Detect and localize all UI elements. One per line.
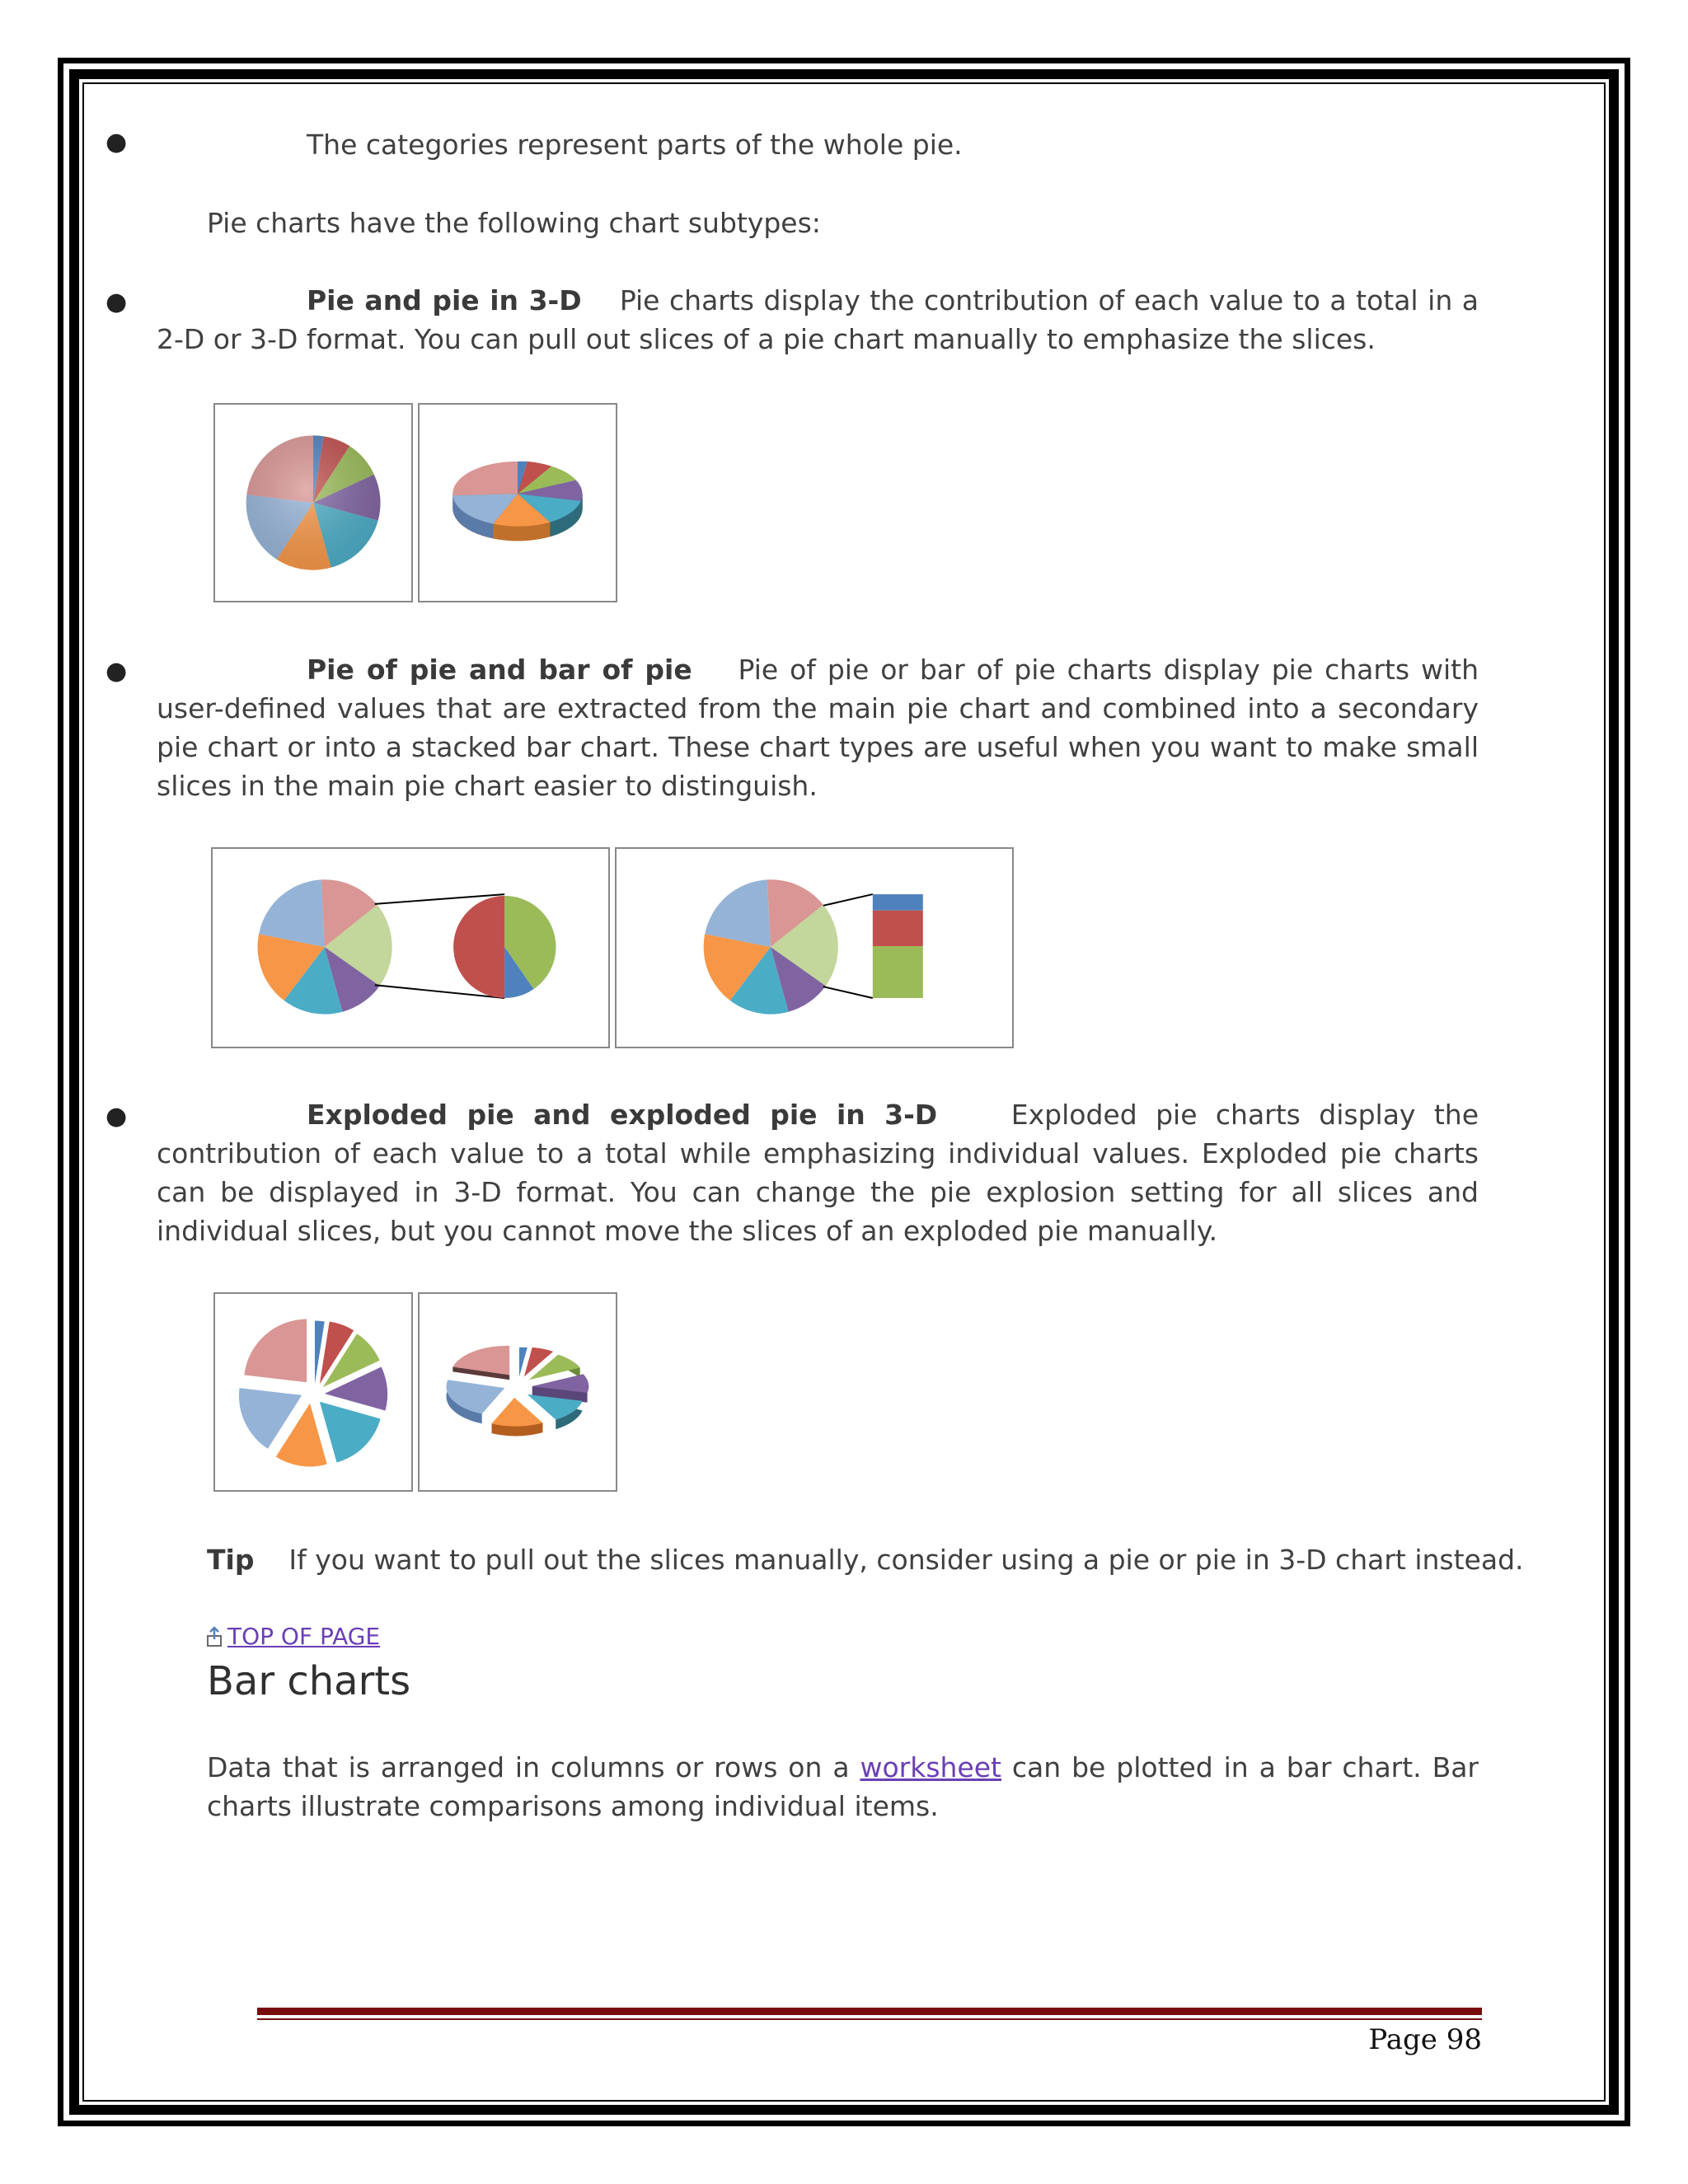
- exploded-pie-chart-graphic: [215, 1294, 411, 1490]
- exploded-pie-chart-thumbnail: [213, 1292, 413, 1492]
- top-of-page-link[interactable]: TOP OF PAGE: [227, 1623, 381, 1650]
- pie-3d-chart-thumbnail: [418, 403, 617, 602]
- top-of-page-row: [206, 1617, 380, 1656]
- pie-of-pie-chart-thumbnail: [211, 847, 610, 1048]
- exploded-pie-3d-chart-thumbnail: [418, 1292, 617, 1492]
- bullet-pie-of-pie-lead: Pie of pie and bar of pie: [307, 654, 692, 686]
- bullet-exploded-pie-lead: Exploded pie and exploded pie in 3-D: [307, 1099, 938, 1131]
- bullet-marker: ●: [106, 288, 128, 316]
- bar-charts-paragraph: [207, 1748, 1479, 1825]
- tip-text: If you want to pull out the slices manually, consider using a pie or pie in 3-D chart instead.: [288, 1544, 1524, 1576]
- exploded-pie-3d-chart-graphic: [420, 1294, 616, 1490]
- bullet-pie-3d: [157, 281, 1479, 359]
- tip-paragraph: [207, 1540, 1524, 1579]
- paragraph-text-end: can be plotted in a bar chart. Bar charts illustrate comparisons among individual items.: [207, 1751, 1479, 1822]
- pie-of-pie-chart-graphic: [213, 849, 608, 1047]
- bullet-exploded-pie-text: Exploded pie charts display the contribution of each value to a total while emphasizing individual values. Exploded pie charts can be displayed in 3-D format. You can change the pie explosion setting for all slices and individual slices, but you cannot move the slices of an exploded pie manually.: [157, 1099, 1479, 1247]
- footer-rule-thick: [257, 2008, 1482, 2015]
- worksheet-link[interactable]: worksheet: [860, 1751, 1001, 1783]
- pie-chart-graphic: [215, 405, 411, 601]
- page-number: Page 98: [1368, 2023, 1482, 2056]
- pie-3d-chart-graphic: [420, 405, 616, 601]
- bullet-pie-of-pie-text: Pie of pie or bar of pie charts display pie charts with user-defined values that are extracted from the main pie chart and combined into a secondary pie chart or into a stacked bar chart. These chart types are useful when you want to make small slices in the main pie chart easier to distinguish.: [157, 654, 1479, 802]
- upload-arrow-icon[interactable]: [206, 1620, 223, 1642]
- bullet-categories-text: The categories represent parts of the whole pie.: [307, 129, 963, 161]
- section-heading: Bar charts: [207, 1658, 411, 1704]
- bullet-marker: ●: [106, 128, 128, 157]
- bullet-exploded-pie: [157, 1095, 1479, 1250]
- bullet-marker: ●: [106, 657, 128, 686]
- bullet-pie-of-pie: [157, 650, 1479, 805]
- bullet-pie-3d-lead: Pie and pie in 3-D: [307, 284, 582, 316]
- bar-of-pie-chart-graphic: [617, 849, 1012, 1047]
- pie-chart-thumbnail: [213, 403, 413, 602]
- bullet-marker: ●: [106, 1102, 128, 1131]
- footer-rule-thin: [257, 2018, 1482, 2020]
- tip-label: Tip: [207, 1544, 255, 1576]
- paragraph-text-start: Data that is arranged in columns or rows on a: [207, 1751, 850, 1783]
- subtypes-intro: Pie charts have the following chart subtypes:: [207, 207, 821, 239]
- bullet-pie-3d-text: Pie charts display the contribution of each value to a total in a 2-D or 3-D format. You can pull out slices of a pie chart manually to emphasize the slices.: [157, 284, 1479, 355]
- bar-of-pie-chart-thumbnail: [615, 847, 1014, 1048]
